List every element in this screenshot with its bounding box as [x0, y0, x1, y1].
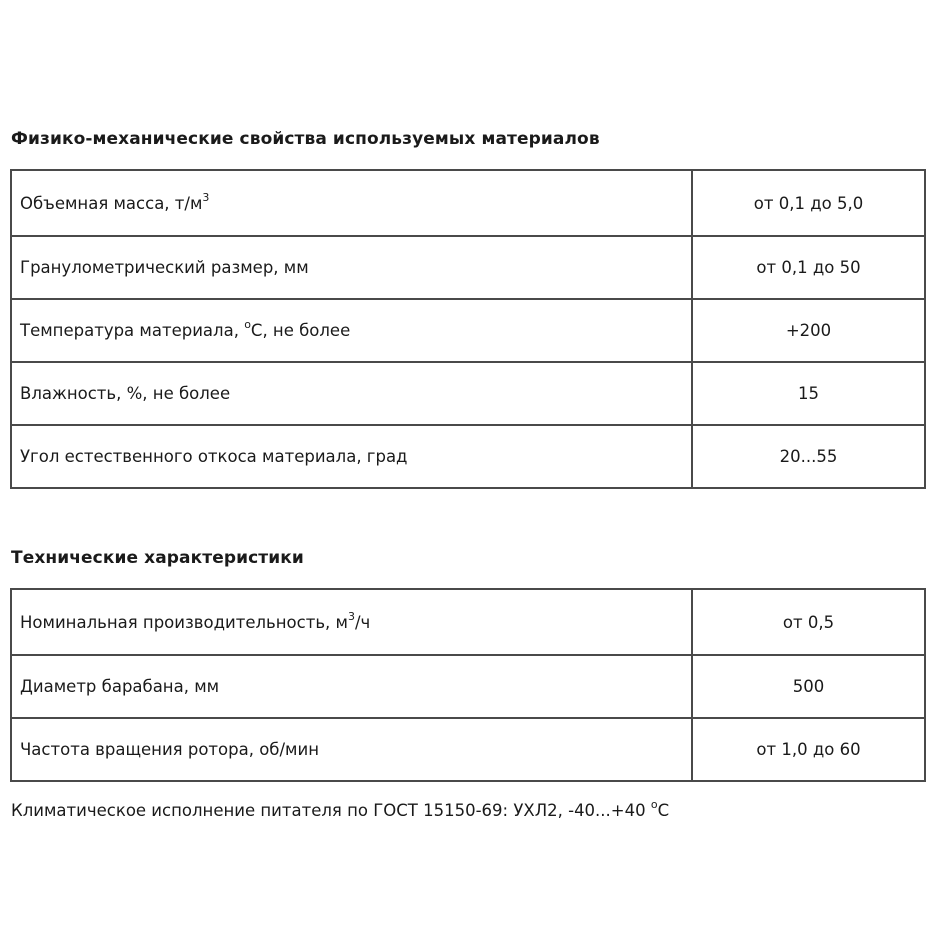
table-row [11, 299, 925, 362]
row-label-text: Температура материала, [20, 321, 245, 340]
row-label-text: Номинальная производительность, м [20, 612, 348, 632]
row-label: Влажность, %, не более [11, 362, 692, 425]
row-label-suffix: /ч [354, 612, 371, 632]
table-row [11, 425, 925, 488]
row-value: +200 [692, 299, 925, 362]
table-row [11, 655, 925, 718]
row-label: Частота вращения ротора, об/мин [11, 718, 692, 781]
row-value: от 0,5 [692, 589, 925, 655]
unit-superscript: 3 [347, 609, 355, 623]
table-row [11, 362, 925, 425]
row-value: 20...55 [692, 425, 925, 488]
row-label [11, 589, 692, 655]
row-label: Диаметр барабана, мм [11, 655, 692, 718]
row-label: Гранулометрический размер, мм [11, 236, 692, 299]
unit-superscript: 3 [202, 190, 210, 204]
row-label [11, 170, 692, 236]
row-value: от 0,1 до 5,0 [692, 170, 925, 236]
table-row [11, 170, 925, 236]
technical-specs-table [10, 588, 926, 782]
table-row [11, 589, 925, 655]
row-value: от 0,1 до 50 [692, 236, 925, 299]
row-label-text: Объемная масса, т/м [20, 193, 203, 213]
row-label-suffix: С, не более [250, 321, 351, 340]
unit-superscript: о [244, 318, 251, 331]
row-label [11, 299, 692, 362]
row-value: 500 [692, 655, 925, 718]
degree-superscript: о [650, 798, 658, 811]
climatic-version-note [11, 798, 670, 820]
row-value: от 1,0 до 60 [692, 718, 925, 781]
note-text: Климатическое исполнение питателя по ГОСТ 15150-69: УХЛ2, -40...+40 [11, 801, 651, 820]
row-label: Угол естественного откоса материала, град [11, 425, 692, 488]
table-row [11, 236, 925, 299]
material-properties-table [10, 169, 926, 489]
row-value: 15 [692, 362, 925, 425]
section-title-material-properties: Физико-механические свойства используемых материалов [11, 129, 600, 149]
section-title-technical-specs: Технические характеристики [11, 548, 304, 568]
table-row [11, 718, 925, 781]
note-suffix: С [657, 801, 670, 820]
